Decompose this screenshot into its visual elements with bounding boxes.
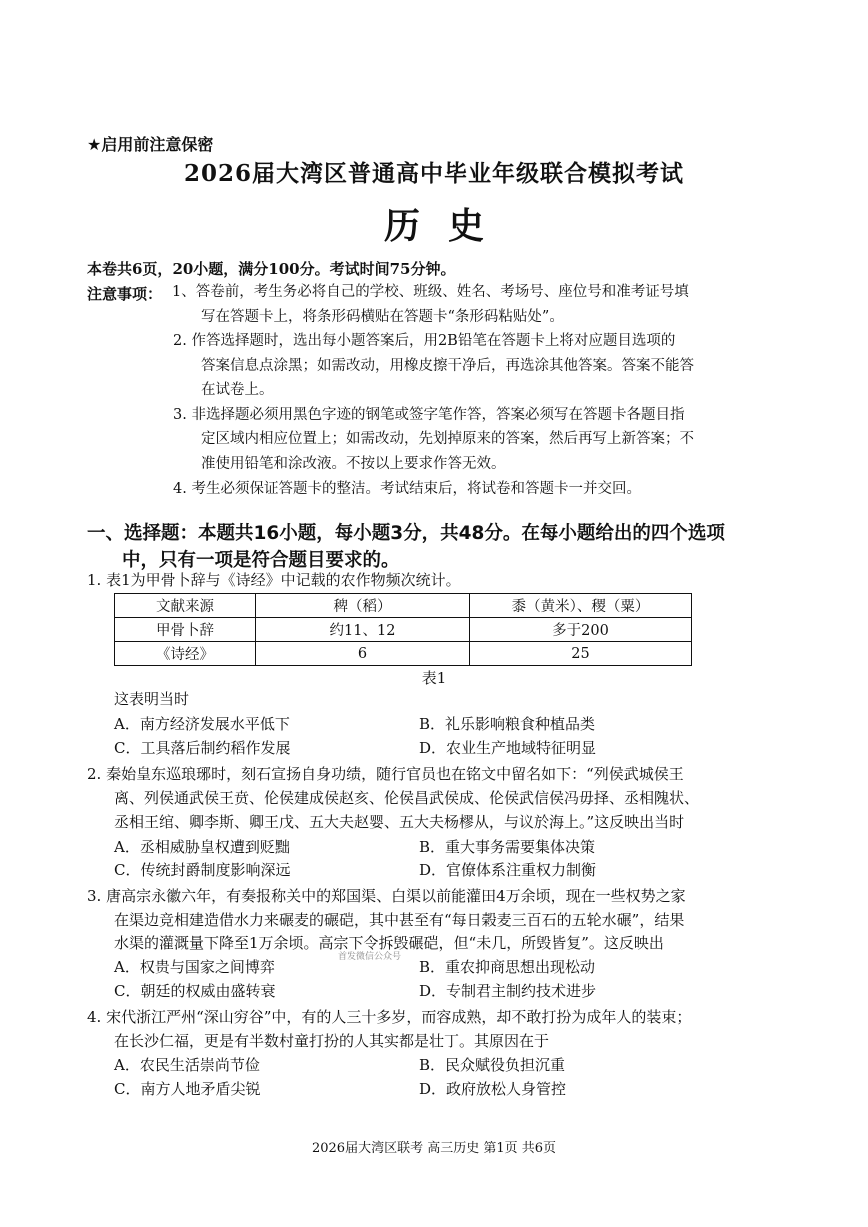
option-d: D．官僚体系注重权力制衡 — [419, 861, 597, 879]
option-c: C．朝廷的权威由盛转衰 — [114, 982, 276, 1000]
section-heading-cont: 中，只有一项是符合题目要求的。 — [122, 550, 400, 571]
option-d: D．政府放松人身管控 — [419, 1080, 567, 1098]
table-header-row — [115, 594, 692, 618]
question-2-line: 2. 秦始皇东巡琅琊时，刻石宣扬自身功绩，随行官员也在铭文中留名如下：“列侯武城侯王 — [87, 765, 684, 783]
note-line: 写在答题卡上，将条形码横贴在答题卡“条形码粘贴处”。 — [201, 309, 564, 325]
question-2-line: 离、列侯通武侯王贲、伦侯建成侯赵亥、伦侯昌武侯成、伦侯武信侯冯毋择、丞相隗状、 — [114, 789, 700, 807]
subject-title: 历史 — [383, 205, 512, 247]
option-b: B．礼乐影响粮食种植品类 — [419, 715, 596, 733]
page-footer: 2026届大湾区联考 高三历史 第1页 共6页 — [311, 1141, 557, 1156]
question-1-lead: 这表明当时 — [114, 690, 190, 708]
note-line: 4. 考生必须保证答题卡的整洁。考试结束后，将试卷和答题卡一并交回。 — [173, 481, 641, 497]
option-d: D．专制君主制约技术进步 — [419, 982, 597, 1000]
option-a: A．南方经济发展水平低下 — [114, 715, 290, 733]
table-cell: 25 — [470, 642, 692, 666]
question-3-line: 在渠边竞相建造借水力来碾麦的碾硙，其中甚至有“每日榖麦三百石的五轮水碾”，结果 — [114, 911, 685, 929]
section-heading: 一、选择题：本题共16小题，每小题3分，共48分。在每小题给出的四个选项 — [87, 523, 725, 544]
option-c: C．传统封爵制度影响深远 — [114, 861, 291, 879]
question-2-line: 丞相王绾、卿李斯、卿王戊、五大夫赵婴、五大夫杨樛从，与议於海上。”这反映出当时 — [114, 813, 685, 831]
question-1-stem: 1. 表1为甲骨卜辞与《诗经》中记载的农作物频次统计。 — [87, 571, 461, 589]
option-b: B．重大事务需要集体决策 — [419, 838, 596, 856]
table-cell: 约11、12 — [256, 618, 470, 642]
table-header: 稗（稻） — [256, 594, 470, 618]
option-a: A．权贵与国家之间博弈 — [114, 958, 275, 976]
option-c: C．南方人地矛盾尖锐 — [114, 1080, 261, 1098]
note-line: 准使用铅笔和涂改液。不按以上要求作答无效。 — [201, 456, 506, 472]
exam-info: 本卷共6页，20小题，满分100分。考试时间75分钟。 — [87, 260, 456, 278]
option-b: B．重农抑商思想出现松动 — [419, 958, 596, 976]
question-3-line: 水渠的灌溉量下降至1万余顷。高宗下令拆毁碾硙，但“未几，所毁皆复”。这反映出 — [114, 934, 664, 952]
table-cell: 6 — [256, 642, 470, 666]
confidential-notice: ★启用前注意保密 — [87, 135, 214, 154]
watermark-stamp: 首发微信公众号 — [338, 952, 402, 962]
crop-frequency-table — [114, 593, 692, 666]
table-header: 黍（黄米）、稷（粟） — [470, 594, 692, 618]
option-a: A．农民生活崇尚节俭 — [114, 1056, 260, 1074]
table-caption: 表1 — [421, 669, 447, 687]
table-cell: 《诗经》 — [115, 642, 256, 666]
note-line: 1、答卷前，考生务必将自己的学校、班级、姓名、考场号、座位号和准考证号填 — [172, 284, 689, 300]
option-a: A．丞相威胁皇权遭到贬黜 — [114, 838, 290, 856]
question-3-line: 3. 唐高宗永徽六年，有奏报称关中的郑国渠、白渠以前能灌田4万余顷，现在一些权势之家 — [87, 887, 686, 905]
table-header: 文献来源 — [115, 594, 256, 618]
note-line: 答案信息点涂黑；如需改动，用橡皮擦干净后，再选涂其他答案。答案不能答 — [201, 358, 694, 374]
option-d: D．农业生产地域特征明显 — [419, 739, 597, 757]
note-line: 3. 非选择题必须用黑色字迹的钢笔或签字笔作答，答案必须写在答题卡各题目指 — [173, 407, 685, 423]
question-4-line: 在长沙仁福，更是有半数村童打扮的人其实都是壮丁。其原因在于 — [114, 1032, 550, 1050]
option-b: B．民众赋役负担沉重 — [419, 1056, 566, 1074]
table-cell: 多于200 — [470, 618, 692, 642]
exam-title: 2026届大湾区普通高中毕业年级联合模拟考试 — [183, 160, 684, 187]
table-row — [115, 618, 692, 642]
note-line: 在试卷上。 — [201, 382, 274, 398]
note-line: 2. 作答选择题时，选出每小题答案后，用2B铅笔在答题卡上将对应题目选项的 — [173, 333, 676, 349]
question-4-line: 4. 宋代浙江严州“深山穷谷”中，有的人三十多岁，而容成熟，却不敢打扮为成年人的装束； — [87, 1008, 692, 1026]
table-row — [115, 642, 692, 666]
table-cell: 甲骨卜辞 — [115, 618, 256, 642]
note-line: 定区域内相应位置上；如需改动，先划掉原来的答案，然后再写上新答案；不 — [201, 431, 694, 447]
option-c: C．工具落后制约稻作发展 — [114, 739, 291, 757]
notes-label: 注意事项： — [87, 285, 163, 303]
